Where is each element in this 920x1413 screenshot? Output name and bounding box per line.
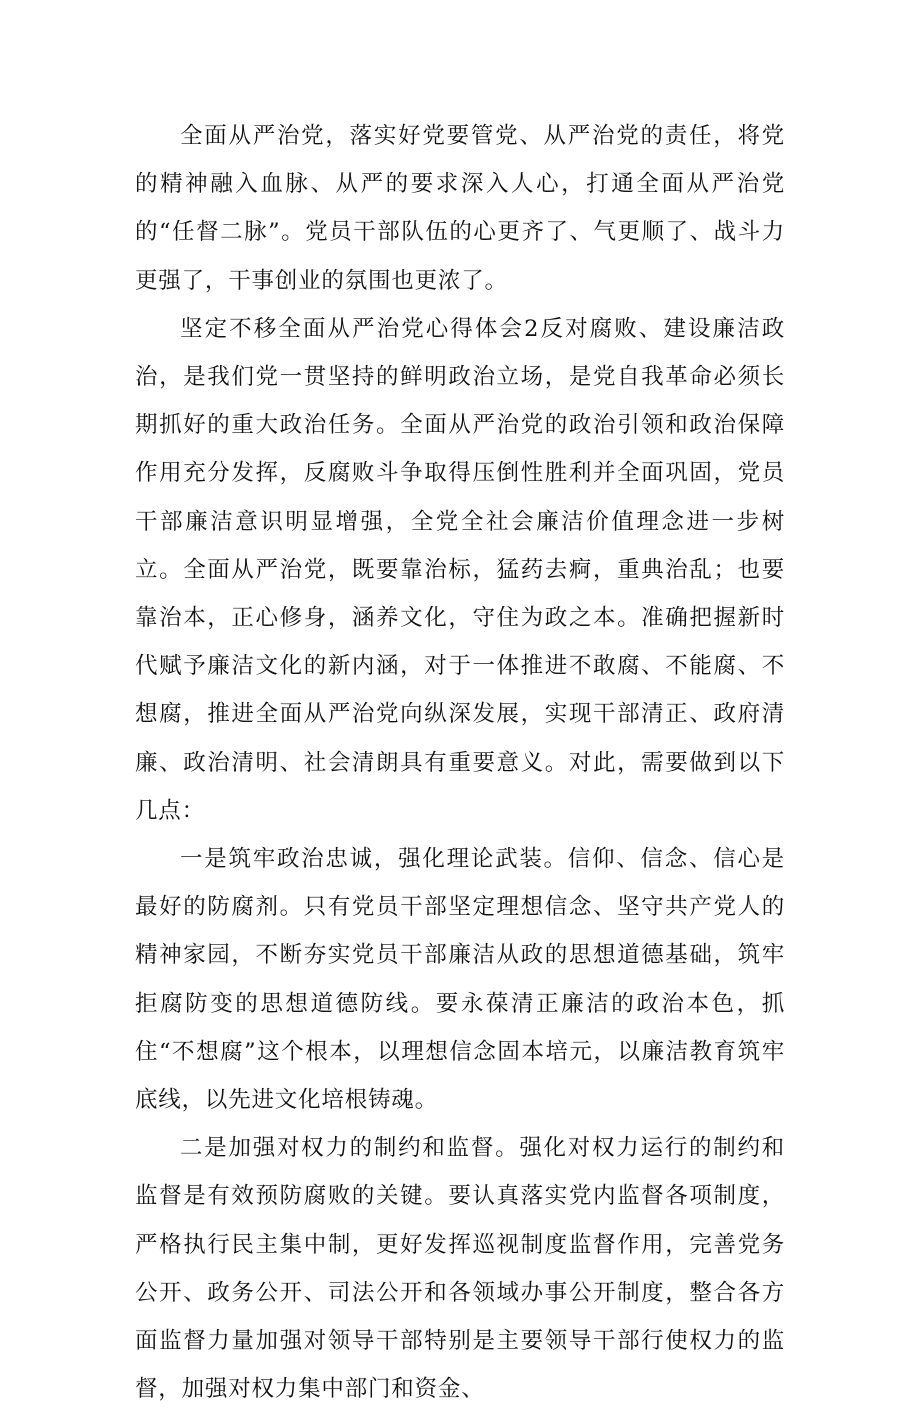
paragraph-4: 二是加强对权力的制约和监督。强化对权力运行的制约和监督是有效预防腐败的关键。要认真落实党内监督各项制度，严格执行民主集中制，更好发挥巡视制度监督作用，完善党务公开、政务公开、司法公开和各领域办事公开制度，整合各方面监督力量加强对领导干部特别是主要领导干部行使权力的监督，加强对权力集中部门和资金、 (135, 1135, 785, 1403)
paragraph-1: 全面从严治党，落实好党要管党、从严治党的责任，将党的精神融入血脉、从严的要求深入人心，打通全面从严治党的“任督二脉”。党员干部队伍的心更齐了、气更顺了、战斗力更强了，干事创业的氛围也更浓了。 (135, 123, 785, 294)
document-body (135, 112, 785, 1413)
paragraph-2: 坚定不移全面从严治党心得体会2反对腐败、建设廉洁政治，是我们党一贯坚持的鲜明政治立场，是党自我革命必须长期抓好的重大政治任务。全面从严治党的政治引领和政治保障作用充分发挥，反腐败斗争取得压倒性胜利并全面巩固，党员干部廉洁意识明显增强，全党全社会廉洁价值理念进一步树立。全面从严治党，既要靠治标，猛药去痾，重典治乱；也要靠治本，正心修身，涵养文化，守住为政之本。准确把握新时代赋予廉洁文化的新内涵，对于一体推进不敢腐、不能腐、不想腐，推进全面从严治党向纵深发展，实现干部清正、政府清廉、政治清明、社会清朗具有重要意义。对此，需要做到以下几点： (135, 315, 785, 824)
paragraph-3: 一是筑牢政治忠诚，强化理论武装。信仰、信念、信心是最好的防腐剂。只有党员干部坚定理想信念、坚守共产党人的精神家园，不断夯实党员干部廉洁从政的思想道德基础，筑牢拒腐防变的思想道德防线。要永葆清正廉洁的政治本色，抓住“不想腐”这个根本，以理想信念固本培元，以廉洁教育筑牢底线，以先进文化培根铸魂。 (135, 846, 785, 1114)
